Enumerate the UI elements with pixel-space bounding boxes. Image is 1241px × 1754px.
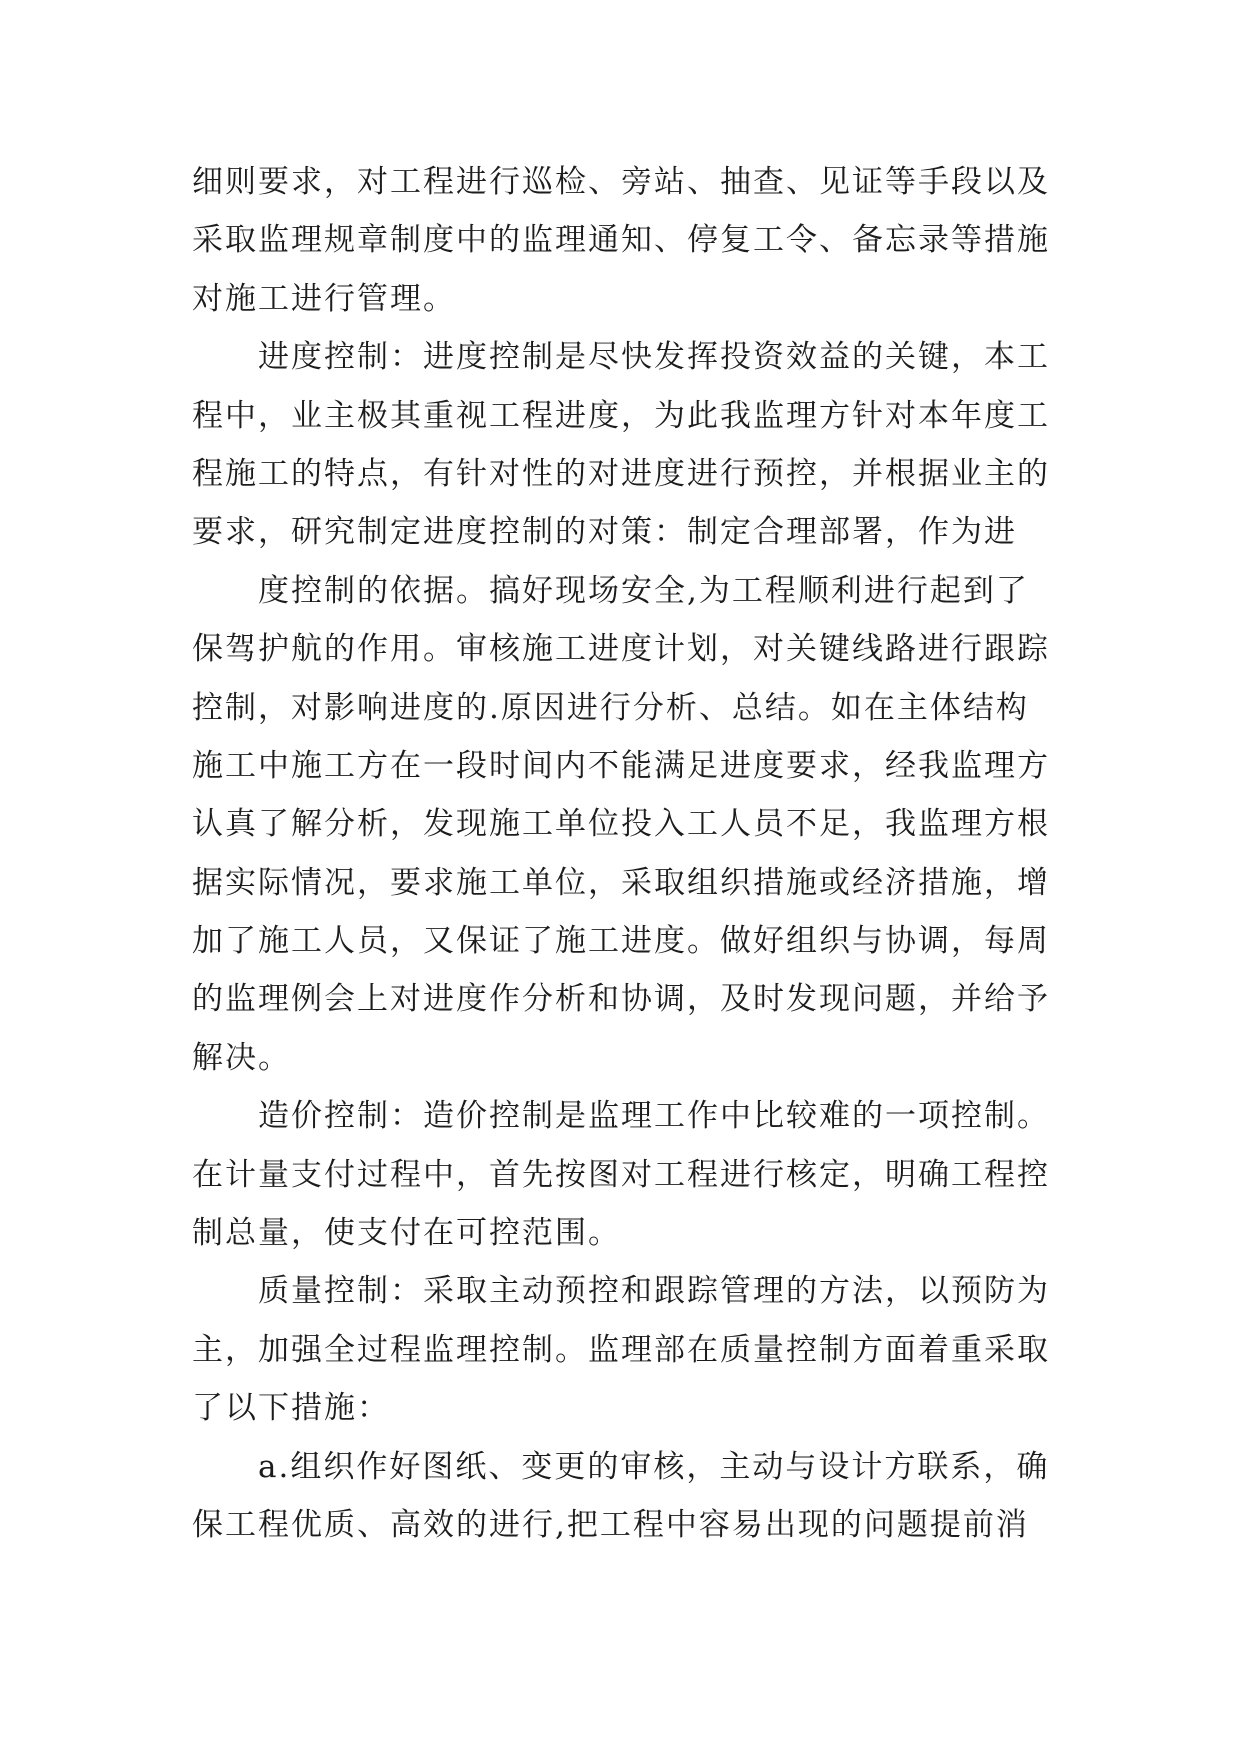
paragraph-quality-control [192,1262,1052,1437]
body-text [192,153,1052,1554]
text-line: 控制，对影响进度的.原因进行分析、总结。如在主体结构 [192,689,1029,726]
text-line: 施工中施工方在一段时间内不能满足进度要求，经我监理方 [192,747,1050,784]
text-line: a.组织作好图纸、变更的审核，主动与设计方联系，确 [258,1448,1050,1485]
text-line: 度控制的依据。搞好现场安全,为工程顺利进行起到了 [258,572,1029,609]
text-line: 制总量，使支付在可控范围。 [192,1215,621,1252]
text-line: 进度控制：进度控制是尽快发挥投资效益的关键，本工 [258,339,1050,376]
text-line: 保工程优质、高效的进行,把工程中容易出现的问题提前消 [192,1506,1029,1543]
paragraph-cost-control [192,1087,1052,1262]
text-line: 认真了解分析，发现施工单位投入工人员不足，我监理方根 [192,806,1050,843]
paragraph-supervision-means [192,153,1052,328]
text-line: 对施工进行管理。 [192,280,456,317]
text-line: 的监理例会上对进度作分析和协调，及时发现问题，并给予 [192,981,1050,1018]
text-line: 采取监理规章制度中的监理通知、停复工令、备忘录等措施 [192,222,1050,259]
text-line: 了以下措施： [192,1390,390,1427]
text-line: 加了施工人员，又保证了施工进度。做好组织与协调，每周 [192,923,1050,960]
paragraph-schedule-control [192,328,1052,562]
text-line: 造价控制：造价控制是监理工作中比较难的一项控制。 [258,1098,1050,1135]
text-line: 质量控制：采取主动预控和跟踪管理的方法，以预防为 [258,1273,1050,1310]
text-line: 程中，业主极其重视工程进度，为此我监理方针对本年度工 [192,397,1050,434]
text-line: 保驾护航的作用。审核施工进度计划，对关键线路进行跟踪 [192,631,1050,668]
text-line: 解决。 [192,1039,291,1076]
text-line: 在计量支付过程中，首先按图对工程进行核定，明确工程控 [192,1156,1050,1193]
text-line: 据实际情况，要求施工单位，采取组织措施或经济措施，增 [192,864,1050,901]
text-line: 主，加强全过程监理控制。监理部在质量控制方面着重采取 [192,1331,1050,1368]
text-line: 程施工的特点，有针对性的对进度进行预控，并根据业主的 [192,455,1050,492]
text-line: 要求，研究制定进度控制的对策：制定合理部署，作为进 [192,514,1017,551]
text-line: 细则要求，对工程进行巡检、旁站、抽查、见证等手段以及 [192,164,1050,200]
paragraph-measure-a [192,1438,1052,1555]
paragraph-schedule-measures [192,562,1052,1088]
